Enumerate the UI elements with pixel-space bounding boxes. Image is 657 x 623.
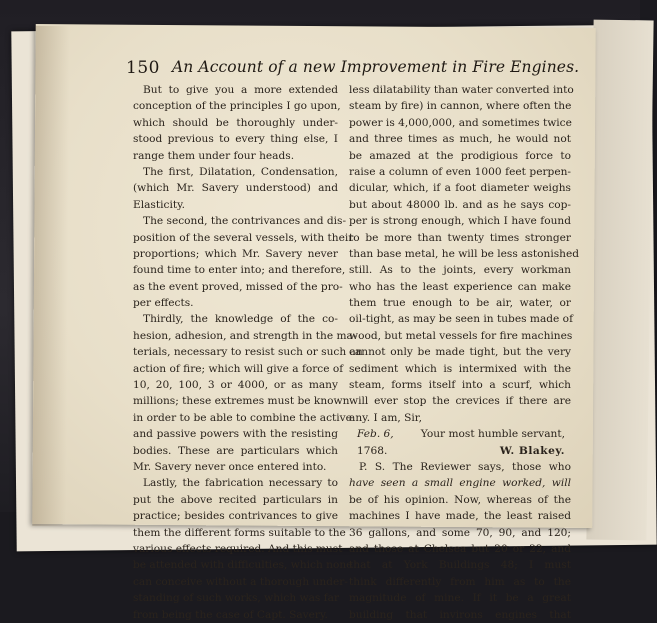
text-line: machines I have made, the least raised — [349, 510, 571, 523]
text-line: less dilatability than water converted into — [349, 84, 574, 96]
text-line: dicular, which, if a foot diameter weighs — [349, 182, 571, 195]
text-line: them true enough to be air, water, or — [349, 297, 571, 310]
facing-page-edge — [586, 20, 653, 541]
text-line: per is strong enough, which I have found — [349, 215, 571, 228]
text-line: any. I am, Sir, — [349, 411, 423, 424]
text-line: will ever stop the crevices if there are — [349, 395, 571, 408]
text-line: steam by fire) in cannon, where often the — [349, 100, 572, 113]
text-line: raise a column of even 1000 feet perpen- — [349, 165, 571, 178]
text-line: cannot only be made tight, but the very — [349, 346, 571, 359]
text-line: action of fire; which will give a force of — [133, 362, 344, 375]
text-line: P. S. The Reviewer says, those who — [359, 460, 571, 473]
text-line: hesion, adhesion, and strength in the ma- — [133, 329, 357, 342]
running-title: An Account of a new Improvement in Fire Engines. — [172, 58, 580, 76]
text-line: bodies. These are particulars which — [133, 444, 338, 457]
signoff-line — [349, 426, 571, 442]
text-line: which should be thoroughly under- — [133, 116, 338, 129]
text-line: be amazed at the prodigious force to — [349, 149, 571, 162]
signoff-closing: Your most humble servant, — [420, 428, 565, 441]
text-line: found time to enter into; and therefore, — [133, 264, 346, 277]
text-line: Lastly, the fabrication necessary to — [143, 477, 338, 490]
text-line: steam, forms itself into a scurf, which — [349, 379, 571, 392]
signoff-name: W. Blakey. — [499, 444, 565, 457]
text-line: and those at Chelsea but 20 or 22, and — [349, 542, 571, 555]
text-line: 10, 20, 100, 3 or 4000, or as many — [133, 379, 338, 392]
text-line: Elasticity. — [133, 198, 186, 211]
text-line: sediment which is intermixed with the — [349, 362, 571, 375]
text-line: can conceive without a thorough under- — [133, 575, 348, 588]
text-line: think differently from him as to the — [349, 575, 571, 588]
page-number: 150 — [126, 58, 160, 78]
text-line: per effects. — [133, 297, 194, 310]
signoff-year: 1768. — [357, 444, 388, 457]
text-line: to be more than twenty times stronger — [349, 231, 571, 244]
text-line: but about 48000 lb. and as he says cop- — [349, 198, 571, 211]
text-line: 36 gallons, and some 70, 90, and 120; — [349, 526, 571, 539]
text-line: oil-tight, as may be seen in tubes made of — [349, 313, 573, 326]
signoff-date: Feb. 6, — [357, 428, 394, 441]
text-line: (which Mr. Savery understood) and — [133, 182, 338, 195]
text-line: stood previous to every thing else, I — [133, 133, 338, 146]
text-line: from being the case of Capt. Savery. — [133, 608, 328, 621]
text-line: millions; these extremes must be known — [133, 395, 350, 408]
right-column — [349, 82, 580, 623]
text-line: The second, the contrivances and dis- — [143, 215, 347, 228]
text-line: Thirdly, the knowledge of the co- — [143, 313, 338, 326]
text-line: be attended with difficulties, which none — [133, 559, 353, 572]
text-line: standing of such works, which was far — [133, 592, 340, 605]
text-line: Mr. Savery never once entered into. — [133, 460, 327, 473]
text-line: put the above recited particulars in — [133, 493, 338, 506]
text-line: that at York Buildings 48; I must — [349, 559, 571, 572]
text-line: than base metal, he will be less astonished — [349, 247, 580, 260]
text-line: who has the least experience can make — [349, 280, 571, 293]
text-line: conception of the principles I go upon, — [133, 100, 341, 113]
page-fold-shadow — [32, 26, 69, 526]
text-line: position of the several vessels, with their — [133, 231, 354, 244]
text-line: magnitude of mine. If it be a great — [349, 592, 571, 605]
page-header — [126, 54, 580, 82]
text-line: The first, Dilatation, Condensation, — [143, 165, 338, 178]
text-line: as the event proved, missed of the pro- — [133, 280, 343, 293]
text-line: wood, but metal vessels for fire machines — [349, 329, 573, 342]
text-line: terials, necessary to resist such or such an — [133, 346, 363, 359]
text-line: be of his opinion. Now, whereas of the — [349, 493, 571, 506]
text-line: building that invirons engines that — [349, 608, 571, 621]
text-line: and three times as much, he would not — [349, 133, 571, 146]
left-column — [133, 82, 363, 623]
text-line: power is 4,000,000, and sometimes twice — [349, 116, 572, 129]
text-line: But to give you a more extended — [143, 84, 338, 96]
text-line: proportions; which Mr. Savery never — [133, 247, 338, 260]
text-line: in order to be able to combine the active — [133, 411, 352, 424]
text-line: range them under four heads. — [133, 149, 295, 162]
text-line: practice; besides contrivances to give — [133, 510, 338, 523]
text-line: have seen a small engine worked, will — [349, 477, 571, 490]
text-line: them the different forms suitable to the — [133, 526, 346, 539]
signoff-line — [349, 443, 571, 459]
text-line: and passive powers with the resisting — [133, 428, 338, 441]
text-line: various effects required. And this must — [133, 542, 343, 555]
text-line: still. As to the joints, every workman — [349, 264, 571, 277]
